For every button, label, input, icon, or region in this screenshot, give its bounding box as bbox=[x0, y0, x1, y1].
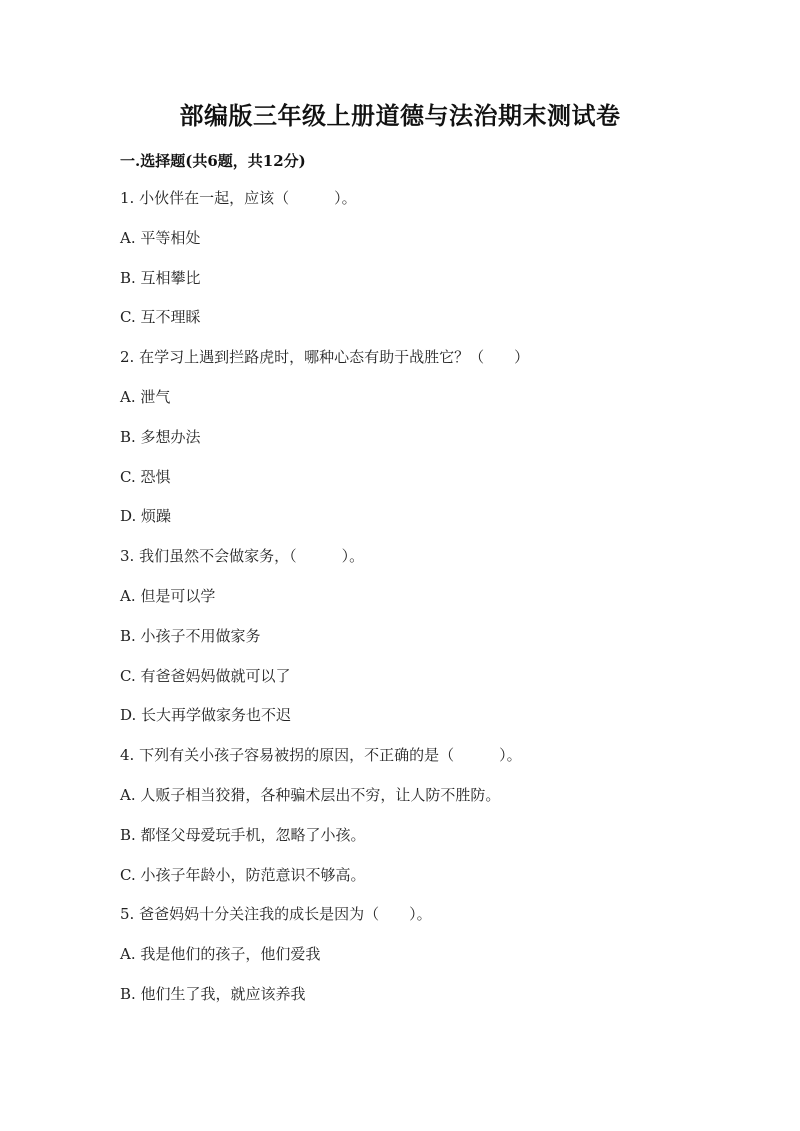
question-list bbox=[120, 188, 720, 1024]
question-3-stem: 3. 我们虽然不会做家务，（ ）。 bbox=[120, 547, 365, 566]
question-3-option-b: B. 小孩子不用做家务 bbox=[120, 626, 261, 645]
question-2-option-d: D. 烦躁 bbox=[120, 507, 172, 526]
question-5-stem: 5. 爸爸妈妈十分关注我的成长是因为（ ）。 bbox=[120, 905, 432, 924]
question-4-option-b: B. 都怪父母爱玩手机，忽略了小孩。 bbox=[120, 825, 366, 844]
question-2-stem: 2. 在学习上遇到拦路虎时，哪种心态有助于战胜它？（ ） bbox=[120, 348, 530, 367]
question-1-stem: 1. 小伙伴在一起，应该（ ）。 bbox=[120, 189, 357, 207]
question-2-option-c: C. 恐惧 bbox=[120, 467, 171, 486]
question-3-option-c: C. 有爸爸妈妈做就可以了 bbox=[120, 666, 291, 685]
question-5-option-a: A. 我是他们的孩子，他们爱我 bbox=[120, 945, 321, 964]
question-2-option-a: A. 泄气 bbox=[120, 387, 171, 406]
question-4-option-c: C. 小孩子年龄小，防范意识不够高。 bbox=[120, 865, 366, 884]
question-4-stem: 4. 下列有关小孩子容易被拐的原因，不正确的是（ ）。 bbox=[120, 746, 522, 765]
question-5-option-b: B. 他们生了我，就应该养我 bbox=[120, 984, 306, 1003]
question-1-option-c: C. 互不理睬 bbox=[120, 308, 201, 327]
question-3-option-d: D. 长大再学做家务也不迟 bbox=[120, 706, 292, 725]
question-2-option-b: B. 多想办法 bbox=[120, 427, 201, 446]
question-1-option-a: A. 平等相处 bbox=[120, 228, 201, 247]
question-1-option-b: B. 互相攀比 bbox=[120, 268, 201, 287]
question-3-option-a: A. 但是可以学 bbox=[120, 586, 216, 605]
page-title: 部编版三年级上册道德与法治期末测试卷 bbox=[179, 101, 621, 130]
section-heading: 一.选择题(共6题，共12分) bbox=[120, 152, 306, 170]
question-4-option-a: A. 人贩子相当狡猾，各种骗术层出不穷，让人防不胜防。 bbox=[120, 785, 501, 804]
